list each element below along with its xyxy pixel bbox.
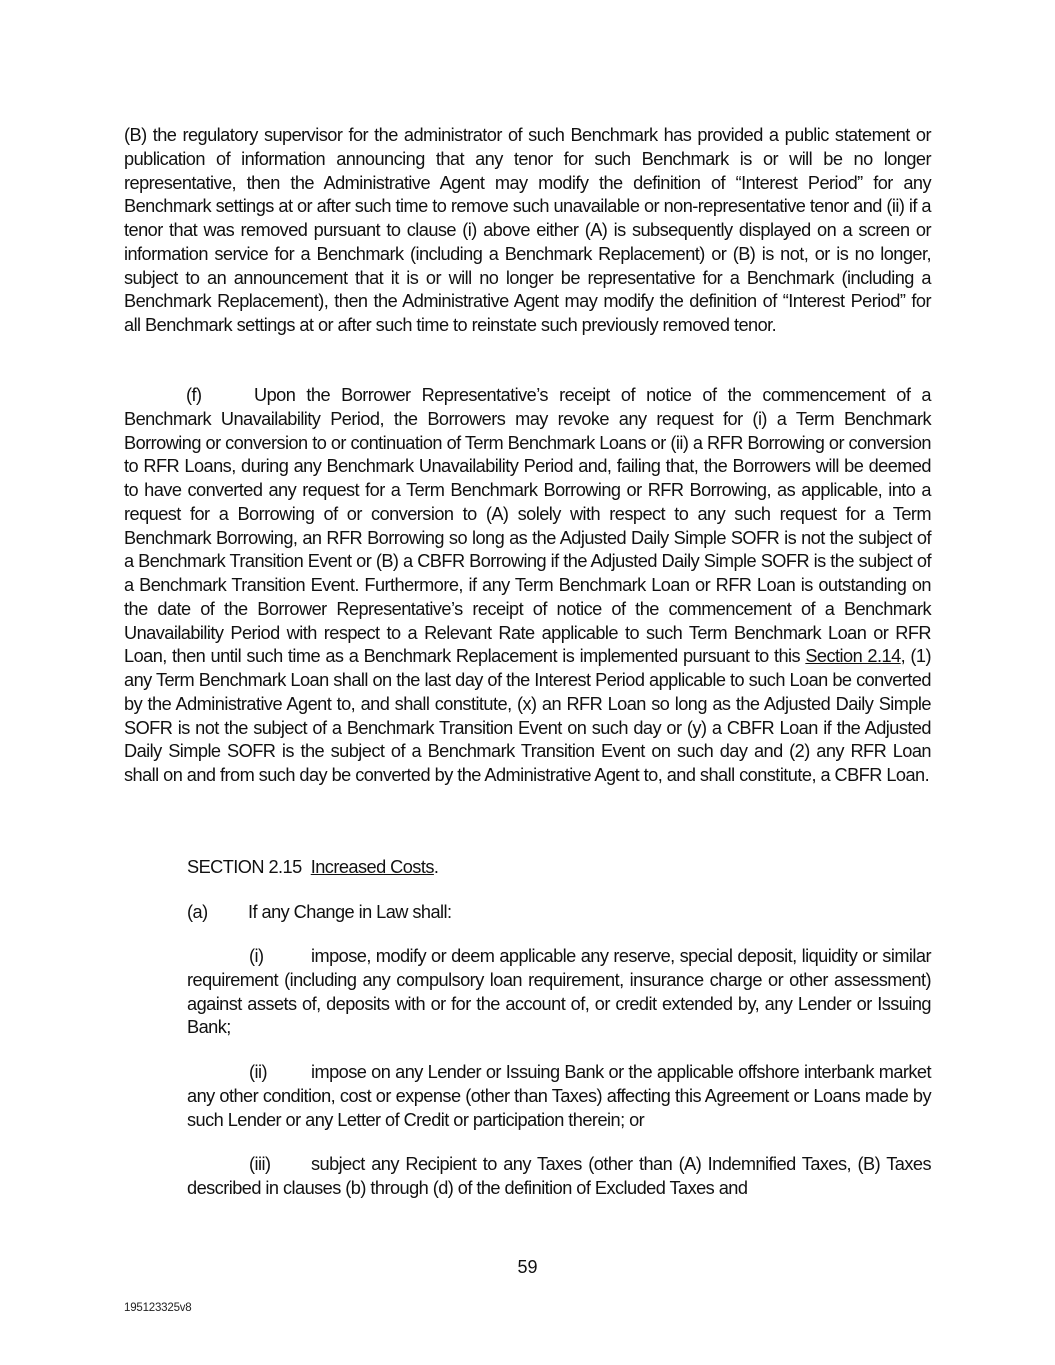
paragraph-continuation <box>124 124 931 338</box>
subclause-i <box>187 945 931 1040</box>
paragraph-f-text: Upon the Borrower Representative’s receipt of notice of the commencement of a Benchmark Unavailability Period, the Borrowers may revoke any request for (i) a Term Benchmark Borrowing or conversion to or continuation of Term Benchmark Loans or (ii) a RFR Borrowing or conversion to RFR Loans, during any Benchmark Unavailability Period and, failing that, the Borrowers will be deemed to have converted any request for a Term Benchmark Borrowing or RFR Borrowing, as applicable, into a request for a Borrowing of or conversion to (A) solely with respect to any such request for a Term Benchmark Borrowing, an RFR Borrowing so long as the Adjusted Daily Simple SOFR is not the subject of a Benchmark Transition Event or (B) a CBFR Borrowing if the Adjusted Daily Simple SOFR is the subject of a Benchmark Transition Event. Furthermore, if any Term Benchmark Loan or RFR Loan is outstanding on the date of the Borrower Representative’s receipt of notice of the commencement of a Benchmark Unavailability Period with respect to a Relevant Rate applicable to such Term Benchmark Loan or RFR Loan, then until such time as a Benchmark Replacement is implemented pursuant to this <box>124 385 931 667</box>
page-number: 59 <box>517 1257 538 1277</box>
paragraph-continuation-text: (B) the regulatory supervisor for the administrator of such Benchmark has provided a public statement or publication of information announcing that any tenor for such Benchmark is or will be no longer representative, then the Administrative Agent may modify the definition of “Interest Period” for any Benchmark settings at or after such time to remove such unavailable or non-representative tenor and (ii) if a tenor that was removed pursuant to clause (i) above either (A) is subsequently displayed on a screen or information service for a Benchmark (including a Benchmark Replacement) or (B) is not, or is no longer, subject to an announcement that it is or will no longer be representative for a Benchmark (including a Benchmark Replacement), then the Administrative Agent may modify the definition of “Interest Period” for all Benchmark settings at or after such time to reinstate such previously removed tenor. <box>124 125 931 335</box>
paragraph-f-text-continued: , (1) any Term Benchmark Loan shall on the last day of the Interest Period applicable to such Loan be converted by the Administrative Agent to, and shall constitute, (x) an RFR Loan so long as the Adjusted Daily Simple SOFR is not the subject of a Benchmark Transition Event on such day or (y) a CBFR Loan if the Adjusted Daily Simple SOFR is the subject of a Benchmark Transition Event on such day and (2) any RFR Loan shall on and from such day be converted by the Administrative Agent to, and shall constitute, a CBFR Loan. <box>124 646 932 785</box>
subclause-ii <box>187 1061 931 1132</box>
clause-a-label: (a) <box>187 902 208 922</box>
subclause-i-label: (i) <box>249 946 264 966</box>
document-id: 195123325v8 <box>124 1302 192 1314</box>
paragraph-f <box>124 384 931 788</box>
subclause-iii-text: subject any Recipient to any Taxes (other than (A) Indemnified Taxes, (B) Taxes described in clauses (b) through (d) of the definition of Excluded Taxes and <box>187 1154 931 1198</box>
subclause-ii-label: (ii) <box>249 1062 267 1082</box>
clause-a-text: If any Change in Law shall: <box>248 902 452 922</box>
section-number: SECTION 2.15 <box>187 857 302 877</box>
subclause-ii-text: impose on any Lender or Issuing Bank or the applicable offshore interbank market any other condition, cost or expense (other than Taxes) affecting this Agreement or Loans made by such Lender or any Letter of Credit or participation therein; or <box>187 1062 931 1130</box>
paragraph-f-label: (f) <box>186 385 202 405</box>
subclause-iii-label: (iii) <box>249 1154 271 1174</box>
section-title-period: . <box>433 857 439 877</box>
section-title: Increased Costs <box>310 857 434 877</box>
section-heading <box>187 856 438 880</box>
subclause-i-text: impose, modify or deem applicable any reserve, special deposit, liquidity or similar requirement (including any compulsory loan requirement, insurance charge or other assessment) against assets of, deposits with or for the account of, or credit extended by, any Lender or Issuing Bank; <box>187 946 931 1038</box>
subclause-iii <box>187 1153 931 1201</box>
section-2-14-reference: Section 2.14 <box>805 646 901 667</box>
clause-a <box>187 901 452 925</box>
